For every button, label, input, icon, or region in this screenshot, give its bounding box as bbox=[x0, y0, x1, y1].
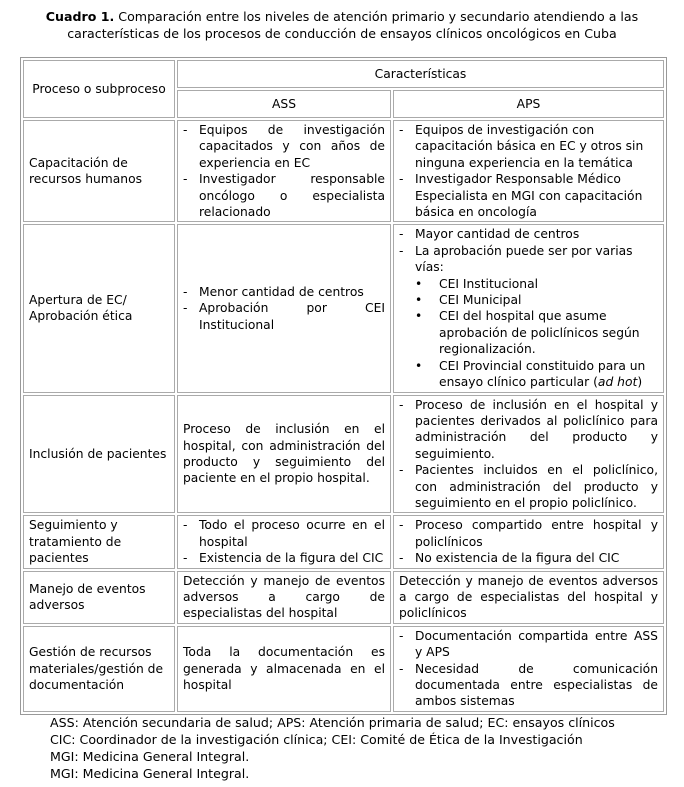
aps-cell: Detección y manejo de eventos adversos a cargo de especialistas del hospital y policlínicos bbox=[393, 571, 664, 624]
footnote: MGI: Medicina General Integral. bbox=[50, 749, 250, 764]
footnote: MGI: Medicina General Integral. bbox=[50, 766, 250, 781]
table-row bbox=[23, 395, 664, 514]
header-aps: APS bbox=[393, 90, 664, 118]
list-item: - Investigador Responsable Médico Especialista en MGI con capacitación básica en oncología bbox=[399, 171, 658, 220]
header-ass: ASS bbox=[177, 90, 391, 118]
ass-cell: Detección y manejo de eventos adversos a cargo de especialistas del hospital bbox=[177, 571, 391, 624]
table-row bbox=[23, 120, 664, 222]
list-item: - Proceso compartido entre hospital y policlínicos bbox=[399, 517, 658, 550]
list-item: - Menor cantidad de centros bbox=[183, 284, 385, 300]
comparison-table bbox=[20, 57, 667, 715]
ass-cell: Toda la documentación es generada y almacenada en el hospital bbox=[177, 626, 391, 712]
list-item-text: CEI Provincial constituido para un ensayo clínico particular ( bbox=[439, 358, 646, 390]
list-item: • CEI del hospital que asume aprobación de policlínicos según regionalización. bbox=[415, 308, 658, 357]
row-process: Gestión de recursos materiales/gestión de documentación bbox=[23, 626, 175, 712]
list-item: - Necesidad de comunicación documentada entre especialistas de ambos sistemas bbox=[399, 661, 658, 710]
ass-cell: Proceso de inclusión en el hospital, con administración del producto y seguimiento del paciente en el propio hospital. bbox=[177, 395, 391, 514]
list-item: - No existencia de la figura del CIC bbox=[399, 550, 658, 566]
list-item: • CEI Municipal bbox=[415, 292, 658, 308]
list-item: - Todo el proceso ocurre en el hospital bbox=[183, 517, 385, 550]
row-process: Capacitación de recursos humanos bbox=[23, 120, 175, 222]
footnotes bbox=[50, 714, 615, 782]
table-row bbox=[23, 515, 664, 568]
footnote: ASS: Atención secundaria de salud; APS: Atención primaria de salud; EC: ensayos clínicos bbox=[50, 715, 615, 730]
list-item: - Existencia de la figura del CIC bbox=[183, 550, 385, 566]
list-item: - Mayor cantidad de centros bbox=[399, 226, 658, 242]
list-item: - Pacientes incluidos en el policlínico, con administración del producto y seguimiento en el propio policlínico. bbox=[399, 462, 658, 511]
table-row bbox=[23, 224, 664, 392]
caption-text: Comparación entre los niveles de atención primario y secundario atendiendo a las características de los procesos de conducción de ensayos clínicos oncológicos en Cuba bbox=[67, 9, 639, 41]
row-process: Inclusión de pacientes bbox=[23, 395, 175, 514]
list-item: - Equipos de investigación capacitados y con años de experiencia en EC bbox=[183, 122, 385, 171]
list-item bbox=[415, 358, 658, 391]
footnote: CIC: Coordinador de la investigación clínica; CEI: Comité de Ética de la Investigación bbox=[50, 732, 583, 747]
header-process: Proceso o subproceso bbox=[23, 60, 175, 118]
list-item: - Aprobación por CEI Institucional bbox=[183, 300, 385, 333]
table-row bbox=[23, 626, 664, 712]
list-item: - Proceso de inclusión en el hospital y pacientes derivados al policlínico para administración del producto y seguimiento. bbox=[399, 397, 658, 463]
list-item: - La aprobación puede ser por varias vías: bbox=[399, 243, 658, 276]
row-process: Apertura de EC/ Aprobación ética bbox=[23, 224, 175, 392]
close-paren: ) bbox=[637, 375, 643, 390]
row-process: Seguimiento y tratamiento de pacientes bbox=[23, 515, 175, 568]
caption-label: Cuadro 1. bbox=[45, 9, 115, 24]
table-row bbox=[23, 571, 664, 624]
list-item: - Equipos de investigación con capacitación básica en EC y otros sin ninguna experiencia en la temática bbox=[399, 122, 658, 171]
table-caption bbox=[0, 8, 684, 42]
italic-term: ad hot bbox=[597, 375, 638, 390]
header-characteristics: Características bbox=[177, 60, 664, 88]
row-process: Manejo de eventos adversos bbox=[23, 571, 175, 624]
list-item: - Investigador responsable oncólogo o especialista relacionado bbox=[183, 171, 385, 220]
list-item: • CEI Institucional bbox=[415, 276, 658, 292]
list-item: - Documentación compartida entre ASS y APS bbox=[399, 628, 658, 661]
